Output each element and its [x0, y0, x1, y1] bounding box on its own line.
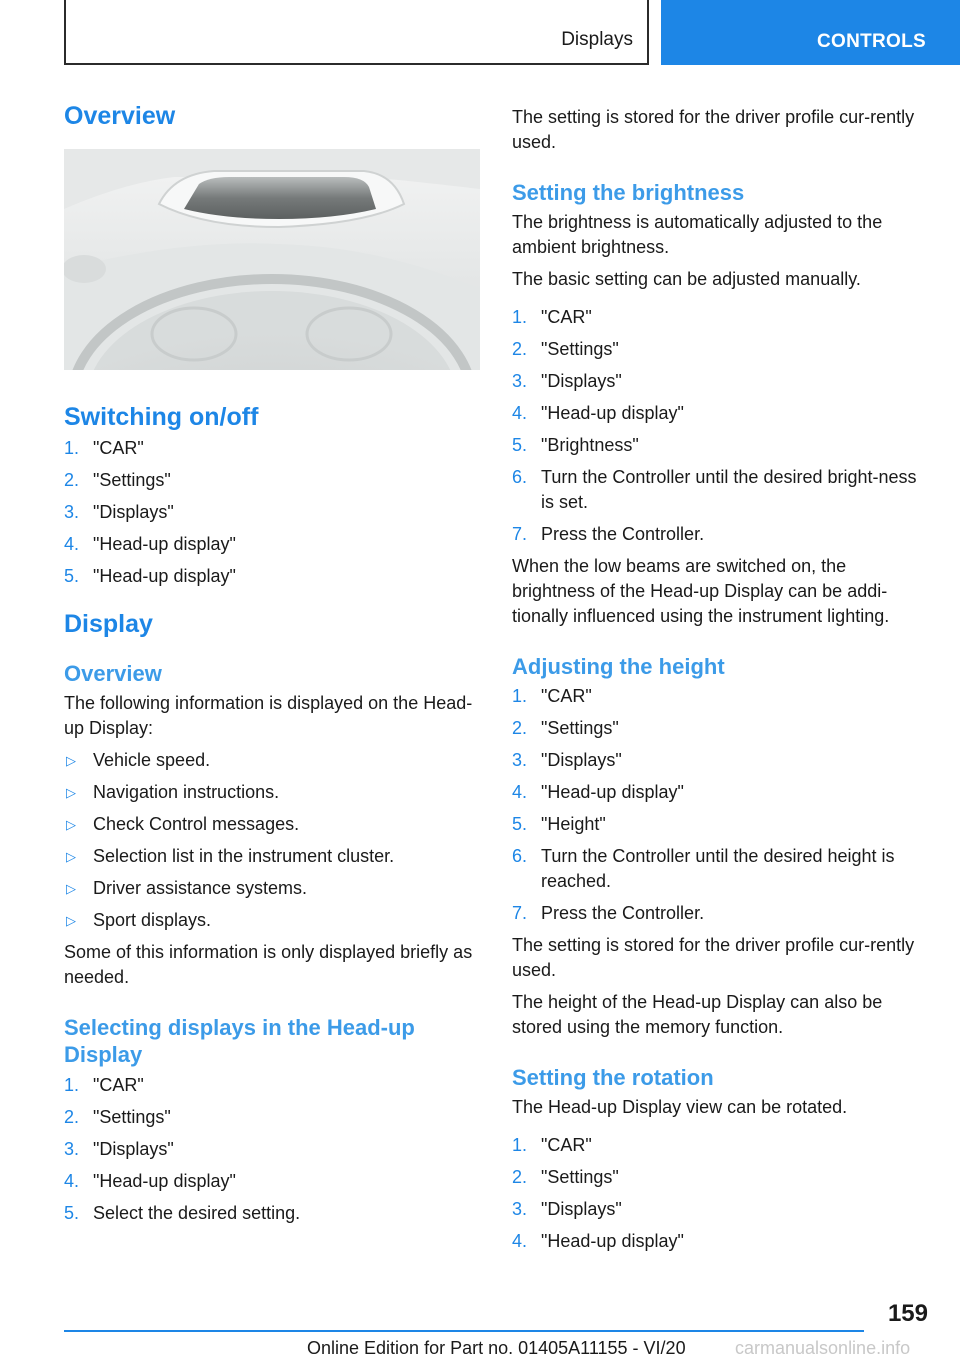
list-item: 4. "Head-up display": [512, 782, 684, 802]
list-item: 2. "Settings": [512, 1167, 619, 1187]
triangle-bullet-icon: ▷: [66, 785, 76, 800]
height-note-1: The setting is stored for the driver profile cur‐rently used.: [512, 935, 915, 980]
triangle-bullet-icon: ▷: [66, 881, 76, 896]
list-item: 2. "Settings": [64, 1107, 171, 1127]
switching-heading: Switching on/off: [64, 403, 259, 431]
list-item: 2. "Settings": [64, 470, 171, 490]
list-item: 5. "Head-up display": [64, 566, 236, 586]
brightness-heading: Setting the brightness: [512, 180, 745, 205]
list-item: 4. "Head-up display": [512, 403, 684, 423]
height-note-2: The height of the Head-up Display can also be stored using the memory function.: [512, 992, 883, 1037]
height-steps: [512, 684, 928, 926]
overview-heading: Overview: [64, 102, 176, 130]
list-item: 5. Select the desired setting.: [64, 1203, 301, 1223]
list-item: 4. "Head-up display": [512, 1231, 684, 1251]
header-section-box: [64, 0, 649, 65]
height-heading: Adjusting the height: [512, 654, 725, 679]
list-item: 3. "Displays": [64, 502, 174, 522]
display-overview-heading: Overview: [64, 661, 162, 686]
header-chapter-tab: [661, 0, 960, 65]
footer-watermark: carmanualsonline.info: [735, 1338, 911, 1358]
footer-divider: [64, 1330, 864, 1332]
list-item: 4. "Head-up display": [64, 1171, 236, 1191]
page-number: 159: [887, 1300, 928, 1327]
display-intro: The following information is displayed on the Head-up Display:: [64, 693, 473, 738]
list-item: 2. "Settings": [512, 718, 619, 738]
triangle-bullet-icon: ▷: [66, 753, 76, 768]
rotation-paragraph: The Head-up Display view can be rotated.: [512, 1097, 848, 1117]
list-item: ▷ Selection list in the instrument cluster.: [64, 844, 482, 869]
footer-edition: Online Edition for Part no. 01405A11155 - VI/20: [307, 1338, 686, 1358]
list-item: 2. "Settings": [512, 339, 619, 359]
list-item: ▷ Check Control messages.: [64, 812, 482, 837]
right-column: [512, 105, 928, 1261]
header-section-label: Displays: [561, 29, 633, 50]
list-item: 6. Turn the Controller until the desired bright‐ness is set.: [512, 467, 917, 512]
triangle-bullet-icon: ▷: [66, 849, 76, 864]
selecting-steps: [64, 1073, 482, 1226]
switching-steps: [64, 436, 482, 589]
left-column: [64, 100, 482, 1233]
brightness-paragraph-2: The basic setting can be adjusted manually.: [512, 269, 861, 289]
list-item: ▷ Vehicle speed.: [64, 748, 482, 773]
brightness-steps: [512, 305, 928, 547]
list-item: 3. "Displays": [512, 750, 622, 770]
brightness-paragraph-1: The brightness is automatically adjusted to the ambient brightness.: [512, 212, 883, 257]
display-heading: Display: [64, 610, 153, 638]
display-info-list: [64, 748, 482, 933]
list-item: 1. "CAR": [512, 307, 592, 327]
list-item: 3. "Displays": [512, 371, 622, 391]
list-item: 7. Press the Controller.: [512, 524, 705, 544]
head-up-display-illustration: [64, 149, 480, 370]
list-item: ▷ Navigation instructions.: [64, 780, 482, 805]
head-up-display-photo: [64, 149, 480, 370]
rotation-heading: Setting the rotation: [512, 1065, 714, 1090]
rotation-steps: [512, 1133, 928, 1254]
list-item: ▷ Sport displays.: [64, 908, 482, 933]
selecting-heading: Selecting displays in the Head-up Display: [64, 1015, 415, 1067]
list-item: 1. "CAR": [64, 1075, 144, 1095]
list-item: 1. "CAR": [64, 438, 144, 458]
brightness-note: When the low beams are switched on, the brightness of the Head-up Display can be addi‐tionally influenced using the instrument lighting.: [512, 556, 890, 626]
list-item: ▷ Driver assistance systems.: [64, 876, 482, 901]
header-chapter-label: CONTROLS: [816, 31, 926, 52]
list-item: 3. "Displays": [64, 1139, 174, 1159]
list-item: 3. "Displays": [512, 1199, 622, 1219]
display-note: Some of this information is only displayed briefly as needed.: [64, 942, 473, 987]
list-item: 1. "CAR": [512, 686, 592, 706]
list-item: 5. "Height": [512, 814, 606, 834]
stored-note: The setting is stored for the driver profile cur‐rently used.: [512, 107, 915, 152]
list-item: 5. "Brightness": [512, 435, 639, 455]
list-item: 1. "CAR": [512, 1135, 592, 1155]
triangle-bullet-icon: ▷: [66, 913, 76, 928]
triangle-bullet-icon: ▷: [66, 817, 76, 832]
list-item: 7. Press the Controller.: [512, 903, 705, 923]
list-item: 4. "Head-up display": [64, 534, 236, 554]
list-item: 6. Turn the Controller until the desired height is reached.: [512, 846, 895, 891]
